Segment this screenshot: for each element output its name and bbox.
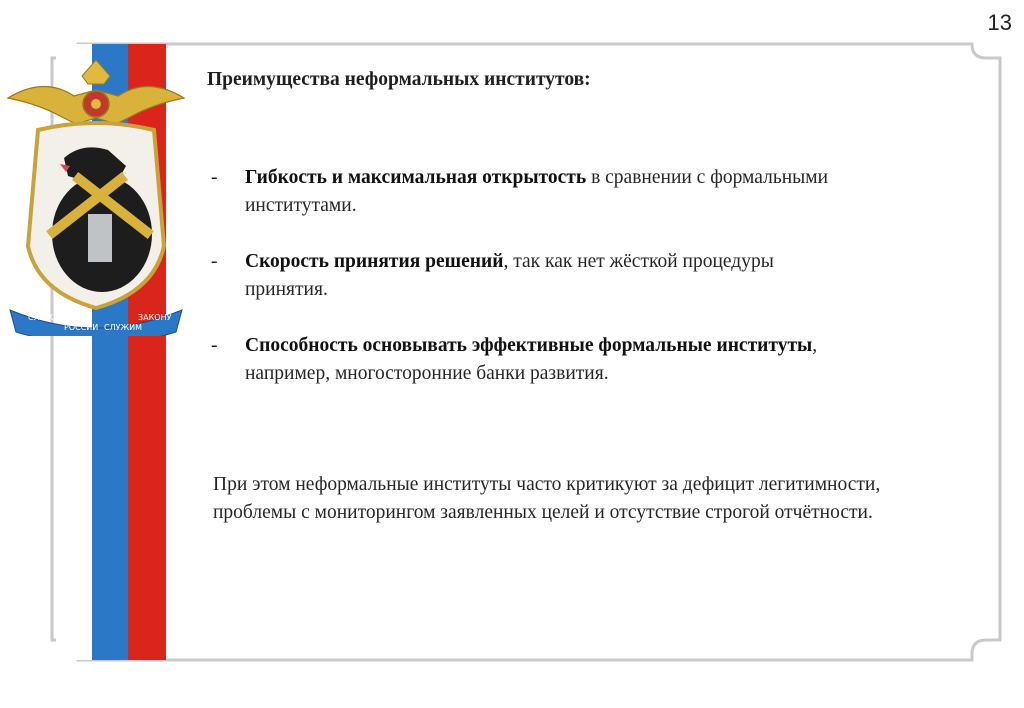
list-item [211,248,851,304]
ribbon-word: ЗАКОНУ [138,313,172,322]
ribbon-word: РОССИИ [64,323,99,332]
ribbon-word: СЛУЖИМ [104,323,142,332]
bullet-text: , так как нет жёсткой процедуры принятия. [245,251,774,300]
bullet-marker: - [211,335,218,356]
advantages-list [211,164,851,416]
ribbon-word: СЛУЖИМ [28,313,66,322]
double-headed-eagle-icon [8,60,184,124]
bullet-text: в сравнении с формальными институтами. [245,167,829,216]
police-emblem [4,46,188,336]
bullet-bold-text: Скорость принятия решений [245,251,504,272]
list-item [211,332,851,388]
bullet-bold-text: Гибкость и максимальная открытость [245,167,587,188]
bullet-text: , например, многосторонние банки развития. [245,335,818,384]
slide-number: 13 [987,10,1012,35]
criticism-note: При этом неформальные институты часто критикуют за дефицит легитимности, проблемы с мониторингом заявленных целей и отсутствие строгой отчётности. [213,473,881,523]
list-item [211,164,851,220]
page-title: Преимущества неформальных институтов: [207,69,591,90]
bullet-marker: - [211,251,218,272]
bullet-marker: - [211,167,218,188]
bullet-bold-text: Способность основывать эффективные формальные институты [245,335,813,356]
